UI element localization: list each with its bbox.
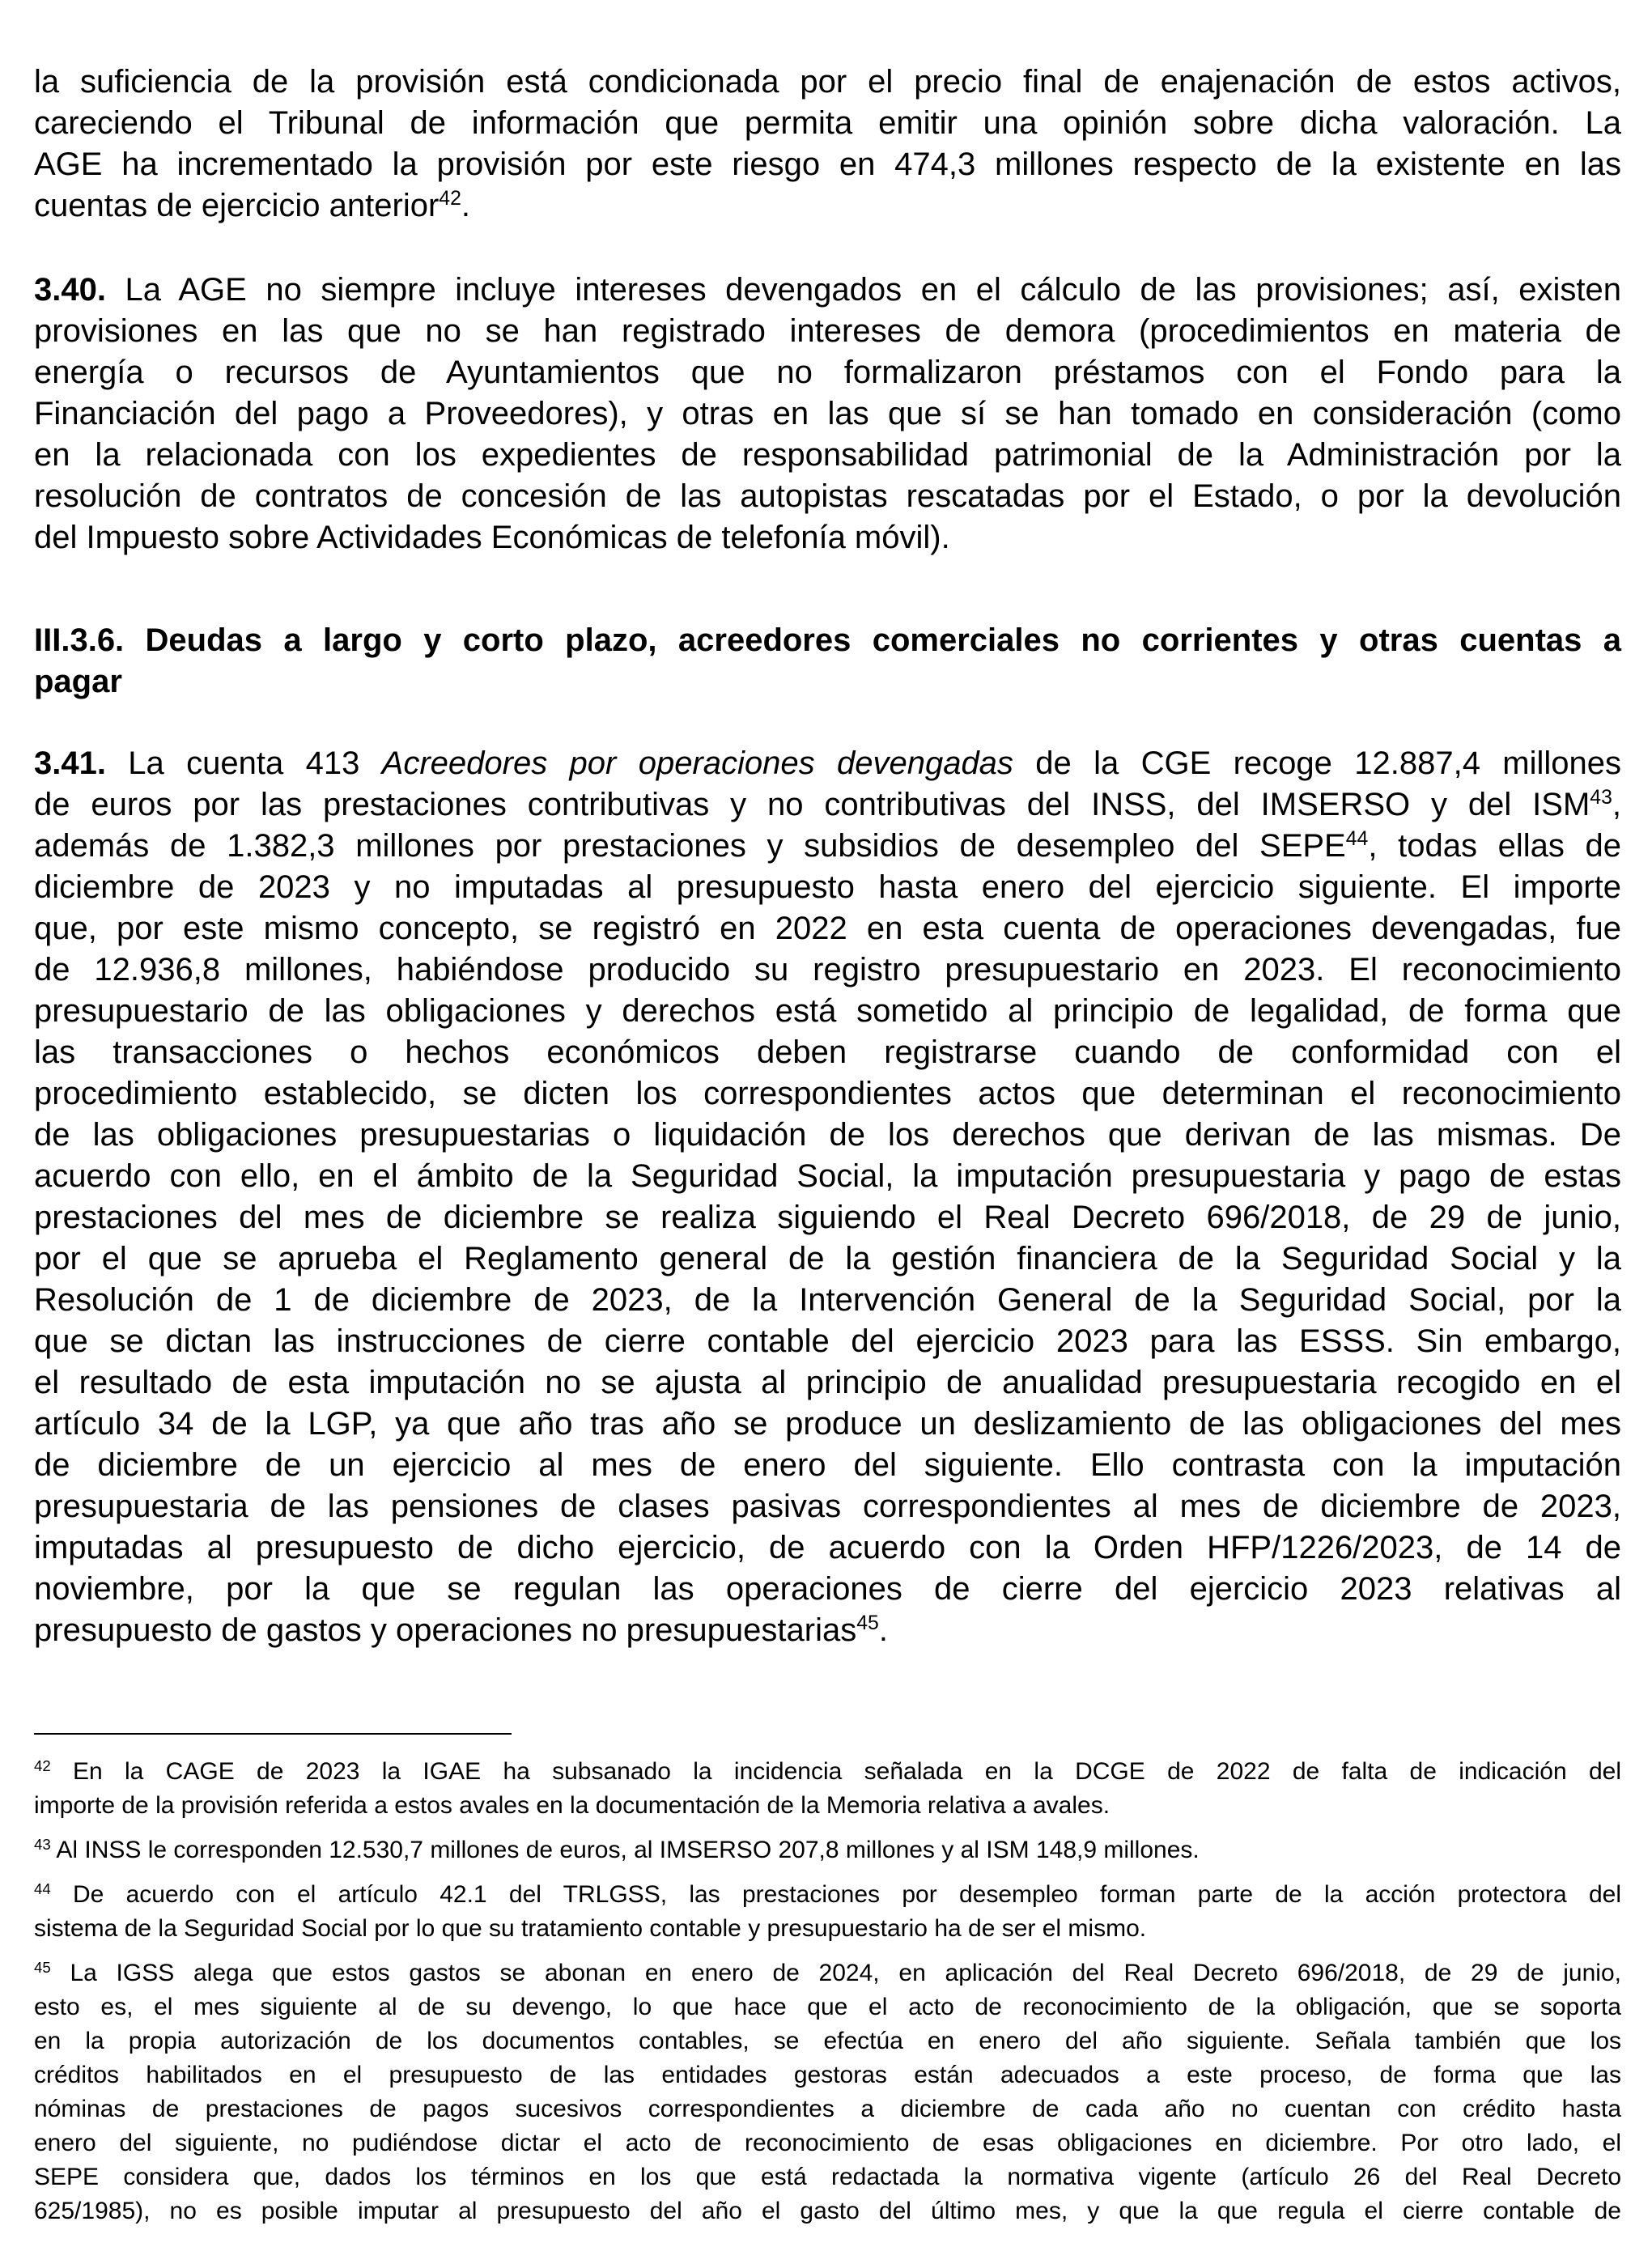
text-run: enero del siguiente, no pudiéndose dictar el acto de reconocimiento de esas obligaciones en diciembre. Por otro lado, el — [34, 2130, 1621, 2156]
text-run: presupuesto de gastos y operaciones no presupuestarias — [34, 1612, 857, 1648]
text-line — [34, 743, 1621, 784]
text-run: , — [1612, 787, 1621, 822]
text-line — [34, 784, 1621, 826]
text-line — [34, 144, 1621, 185]
footnotes — [34, 1755, 1621, 2239]
text-line — [34, 1445, 1621, 1486]
text-run: de las obligaciones presupuestarias o liquidación de los derechos que derivan de las mismas. De — [34, 1117, 1621, 1153]
text-line — [34, 1362, 1621, 1404]
text-run: de diciembre de un ejercicio al mes de enero del siguiente. Ello contrasta con la imputación — [34, 1447, 1621, 1483]
text-run: careciendo el Tribunal de información que permita emitir una opinión sobre dicha valoración. La — [34, 105, 1621, 141]
text-line — [34, 103, 1621, 144]
text-line — [34, 1569, 1621, 1610]
footnote-44 — [34, 1878, 1621, 1946]
text-run: de la CGE recoge 12.887,4 millones — [1013, 745, 1621, 781]
text-line — [34, 1321, 1621, 1362]
text-run: artículo 34 de la LGP, ya que año tras año se produce un deslizamiento de las obligaciones del mes — [34, 1406, 1621, 1442]
text-run: La IGSS alega que estos gastos se abonan en enero de 2024, en aplicación del Real Decreto 696/2018, de 29 de junio, — [50, 1960, 1621, 1986]
text-run: de 12.936,8 millones, habiéndose producido su registro presupuestario en 2023. El reconocimiento — [34, 952, 1621, 988]
text-line — [34, 1990, 1621, 2024]
paragraph-3-41 — [34, 743, 1621, 1651]
text-run: que, por este mismo concepto, se registró en 2022 en esta cuenta de operaciones devengadas, fue — [34, 911, 1621, 946]
text-line — [34, 908, 1621, 949]
text-line — [34, 1280, 1621, 1321]
text-run: 625/1985), no es posible imputar al presupuesto del año el gasto del último mes, y que la que regula el cierre contable de — [34, 2198, 1621, 2224]
text-line — [34, 476, 1621, 517]
text-line — [34, 1115, 1621, 1156]
text-run: Al INSS le corresponden 12.530,7 millones de euros, al IMSERSO 207,8 millones y al ISM 148,9 millones. — [50, 1837, 1200, 1863]
text-run: presupuestaria de las pensiones de clases pasivas correspondientes al mes de diciembre de 2023, — [34, 1489, 1621, 1524]
text-run: importe de la provisión referida a estos avales en la documentación de la Memoria relativa a avales. — [34, 1792, 1111, 1819]
text-line — [34, 1878, 1621, 1912]
text-line — [34, 2194, 1621, 2228]
text-run: De acuerdo con el artículo 42.1 del TRLGSS, las prestaciones por desempleo forman parte de la acción protectora del — [50, 1881, 1621, 1908]
text-run: sistema de la Seguridad Social por lo que su tratamiento contable y presupuestario ha de ser el mismo. — [34, 1915, 1147, 1942]
text-line — [34, 1486, 1621, 1527]
text-line — [34, 949, 1621, 991]
text-line — [34, 661, 1621, 703]
footnote-reference: 44 — [1345, 828, 1369, 851]
text-line — [34, 62, 1621, 103]
footnote-reference: 42 — [439, 188, 461, 210]
text-run: las transacciones o hechos económicos deben registrarse cuando de conformidad con el — [34, 1034, 1621, 1070]
text-line — [34, 2024, 1621, 2058]
text-line — [34, 1789, 1621, 1823]
text-line — [34, 1956, 1621, 1990]
text-run: AGE ha incrementado la provisión por este riesgo en 474,3 millones respecto de la existente en las — [34, 147, 1621, 182]
text-line — [34, 1610, 1621, 1651]
text-run: imputadas al presupuesto de dicho ejercicio, de acuerdo con la Orden HFP/1226/2023, de 14 de — [34, 1530, 1621, 1565]
text-run: En la CAGE de 2023 la IGAE ha subsanado la incidencia señalada en la DCGE de 2022 de falta de indicación del — [50, 1758, 1621, 1785]
footnote-reference: 43 — [1590, 787, 1612, 809]
text-run: prestaciones del mes de diciembre se realiza siguiendo el Real Decreto 696/2018, de 29 de junio, — [34, 1200, 1621, 1235]
text-line — [34, 991, 1621, 1032]
footnote-42 — [34, 1755, 1621, 1823]
text-run: por el que se aprueba el Reglamento general de la gestión financiera de la Seguridad Social y la — [34, 1241, 1621, 1276]
text-run: La cuenta 413 — [105, 745, 382, 781]
text-line — [34, 435, 1621, 476]
text-line — [34, 1833, 1621, 1867]
text-run: el resultado de esta imputación no se ajusta al principio de anualidad presupuestaria recogido en el — [34, 1365, 1621, 1400]
footnote-reference: 43 — [34, 1835, 51, 1853]
text-run: procedimiento establecido, se dicten los correspondientes actos que determinan el reconocimiento — [34, 1076, 1621, 1111]
text-run: presupuestario de las obligaciones y derechos está sometido al principio de legalidad, de forma que — [34, 993, 1621, 1029]
text-run: , todas ellas de — [1368, 828, 1622, 864]
text-line — [34, 311, 1621, 352]
text-run: . — [461, 188, 470, 223]
footnote-reference: 44 — [34, 1880, 51, 1897]
paragraph-continuation — [34, 62, 1621, 227]
text-line — [34, 2160, 1621, 2194]
text-line — [34, 867, 1621, 908]
text-run: energía o recursos de Ayuntamientos que no formalizaron préstamos con el Fondo para la — [34, 355, 1621, 390]
text-run: resolución de contratos de concesión de las autopistas rescatadas por el Estado, o por la devolución — [34, 478, 1621, 514]
text-run: que se dictan las instrucciones de cierre contable del ejercicio 2023 para las ESSS. Sin embargo, — [34, 1323, 1621, 1359]
text-run: . — [878, 1612, 888, 1648]
text-line — [34, 2058, 1621, 2092]
text-run: SEPE considera que, dados los términos en los que está redactada la normativa vigente (artículo 26 del Real Decreto — [34, 2164, 1621, 2190]
text-line — [34, 1156, 1621, 1197]
text-line — [34, 620, 1621, 661]
text-run: del Impuesto sobre Actividades Económicas de telefonía móvil). — [34, 520, 950, 555]
text-run: diciembre de 2023 y no imputadas al presupuesto hasta enero del ejercicio siguiente. El importe — [34, 869, 1621, 905]
text-line — [34, 393, 1621, 435]
text-line — [34, 352, 1621, 393]
text-run: provisiones en las que no se han registrado intereses de demora (procedimientos en materia de — [34, 313, 1621, 349]
footnote-separator-rule — [34, 1733, 512, 1735]
footnote-reference: 45 — [34, 1958, 51, 1976]
text-run: Resolución de 1 de diciembre de 2023, de la Intervención General de la Seguridad Social, por la — [34, 1282, 1621, 1318]
text-run: la suficiencia de la provisión está condicionada por el precio final de enajenación de estos activos, — [34, 64, 1621, 100]
text-line — [34, 1073, 1621, 1115]
text-line — [34, 1197, 1621, 1238]
text-run: noviembre, por la que se regulan las operaciones de cierre del ejercicio 2023 relativas al — [34, 1571, 1621, 1607]
text-line — [34, 2126, 1621, 2160]
section-heading-iii-3-6 — [34, 620, 1621, 703]
footnote-43 — [34, 1833, 1621, 1867]
text-run: Financiación del pago a Proveedores), y otras en las que sí se han tomado en consideración (como — [34, 396, 1621, 431]
text-run: de euros por las prestaciones contributivas y no contributivas del INSS, del IMSERSO y del ISM — [34, 787, 1590, 822]
text-run: créditos habilitados en el presupuesto de las entidades gestoras están adecuados a este proceso, de forma que las — [34, 2062, 1621, 2088]
text-run: nóminas de prestaciones de pagos sucesivos correspondientes a diciembre de cada año no cuentan con crédito hasta — [34, 2096, 1621, 2122]
text-line — [34, 270, 1621, 311]
footnote-45 — [34, 1956, 1621, 2228]
text-run: III.3.6. Deudas a largo y corto plazo, acreedores comerciales no corrientes y otras cuentas a — [34, 622, 1621, 658]
text-run: esto es, el mes siguiente al de su devengo, lo que hace que el acto de reconocimiento de la obligación, que se soporta — [34, 1994, 1621, 2020]
text-line — [34, 517, 1621, 559]
footnote-reference: 42 — [34, 1756, 51, 1774]
text-line — [34, 2092, 1621, 2126]
text-line — [34, 1755, 1621, 1789]
paragraph-number: 3.41. — [34, 745, 106, 781]
text-run: acuerdo con ello, en el ámbito de la Seguridad Social, la imputación presupuestaria y pago de estas — [34, 1158, 1621, 1194]
text-line — [34, 826, 1621, 867]
text-run: pagar — [34, 664, 122, 699]
paragraph-number: 3.40. — [34, 272, 106, 308]
text-line — [34, 1527, 1621, 1569]
italic-account-name: Acreedores por operaciones devengadas — [381, 745, 1013, 781]
text-line — [34, 1032, 1621, 1073]
text-run: en la relacionada con los expedientes de responsabilidad patrimonial de la Administración por la — [34, 437, 1621, 473]
text-run: cuentas de ejercicio anterior — [34, 188, 440, 223]
text-line — [34, 185, 1621, 227]
text-run: además de 1.382,3 millones por prestaciones y subsidios de desempleo del SEPE — [34, 828, 1346, 864]
text-line — [34, 1404, 1621, 1445]
text-line — [34, 1238, 1621, 1280]
footnote-reference: 45 — [856, 1612, 879, 1635]
text-run: La AGE no siempre incluye intereses devengados en el cálculo de las provisiones; así, existen — [105, 272, 1621, 308]
text-line — [34, 1912, 1621, 1946]
text-run: en la propia autorización de los documentos contables, se efectúa en enero del año siguiente. Señala también que los — [34, 2028, 1621, 2054]
paragraph-3-40 — [34, 270, 1621, 559]
